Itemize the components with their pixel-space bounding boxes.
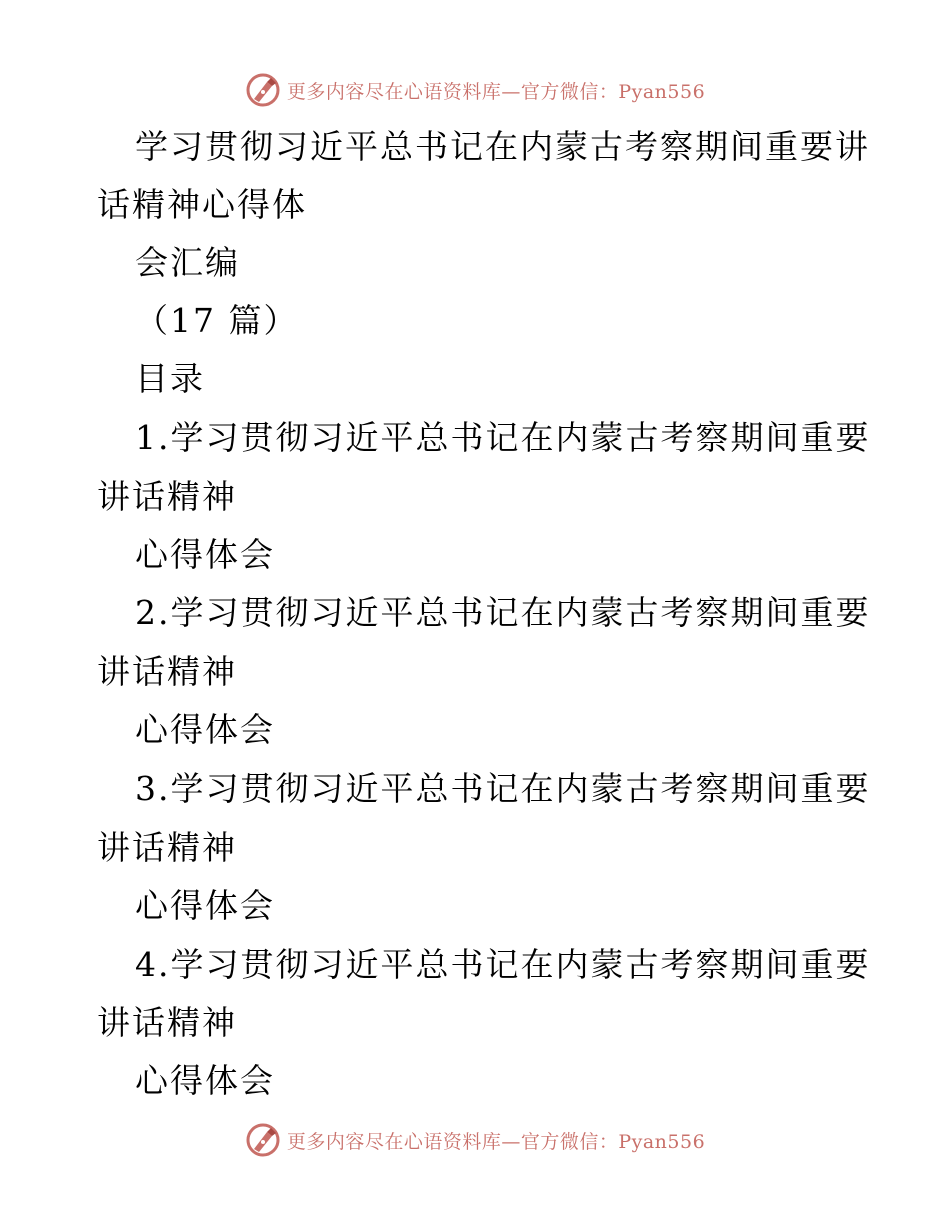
toc-item-4-line-1: 4.学习贯彻习近平总书记在内蒙古考察期间重要 [135,945,871,984]
toc-item-3-line-3: 心得体会 [135,886,275,925]
doc-count: （17 篇） [135,301,299,340]
toc-item-1-line-3: 心得体会 [135,535,275,574]
toc-item-2-line-2: 讲话精神 [97,652,237,691]
watermark-text: 更多内容尽在心语资料库—官方微信：Pyan556 [286,80,706,103]
footer-watermark [0,1120,950,1160]
pen-logo-icon [245,1122,281,1158]
pen-logo-icon [245,72,281,108]
toc-item-1-line-2: 讲话精神 [97,477,237,516]
toc-item-4-line-2: 讲话精神 [97,1003,237,1042]
toc-item-3-line-1: 3.学习贯彻习近平总书记在内蒙古考察期间重要 [135,769,871,808]
toc-item-2-line-3: 心得体会 [135,710,275,749]
header-watermark [0,70,950,110]
toc-item-3-line-2: 讲话精神 [97,828,237,867]
toc-item-2-line-1: 2.学习贯彻习近平总书记在内蒙古考察期间重要 [135,593,871,632]
watermark-text: 更多内容尽在心语资料库—官方微信：Pyan556 [286,1130,706,1153]
toc-heading: 目录 [135,359,205,398]
toc-item-4-line-3: 心得体会 [135,1061,275,1100]
toc-item-1-line-1: 1.学习贯彻习近平总书记在内蒙古考察期间重要 [135,418,871,457]
doc-title-line-1: 学习贯彻习近平总书记在内蒙古考察期间重要讲 [135,127,870,166]
doc-title-line-3: 会汇编 [135,243,240,282]
doc-title-line-2: 话精神心得体 [97,185,307,224]
